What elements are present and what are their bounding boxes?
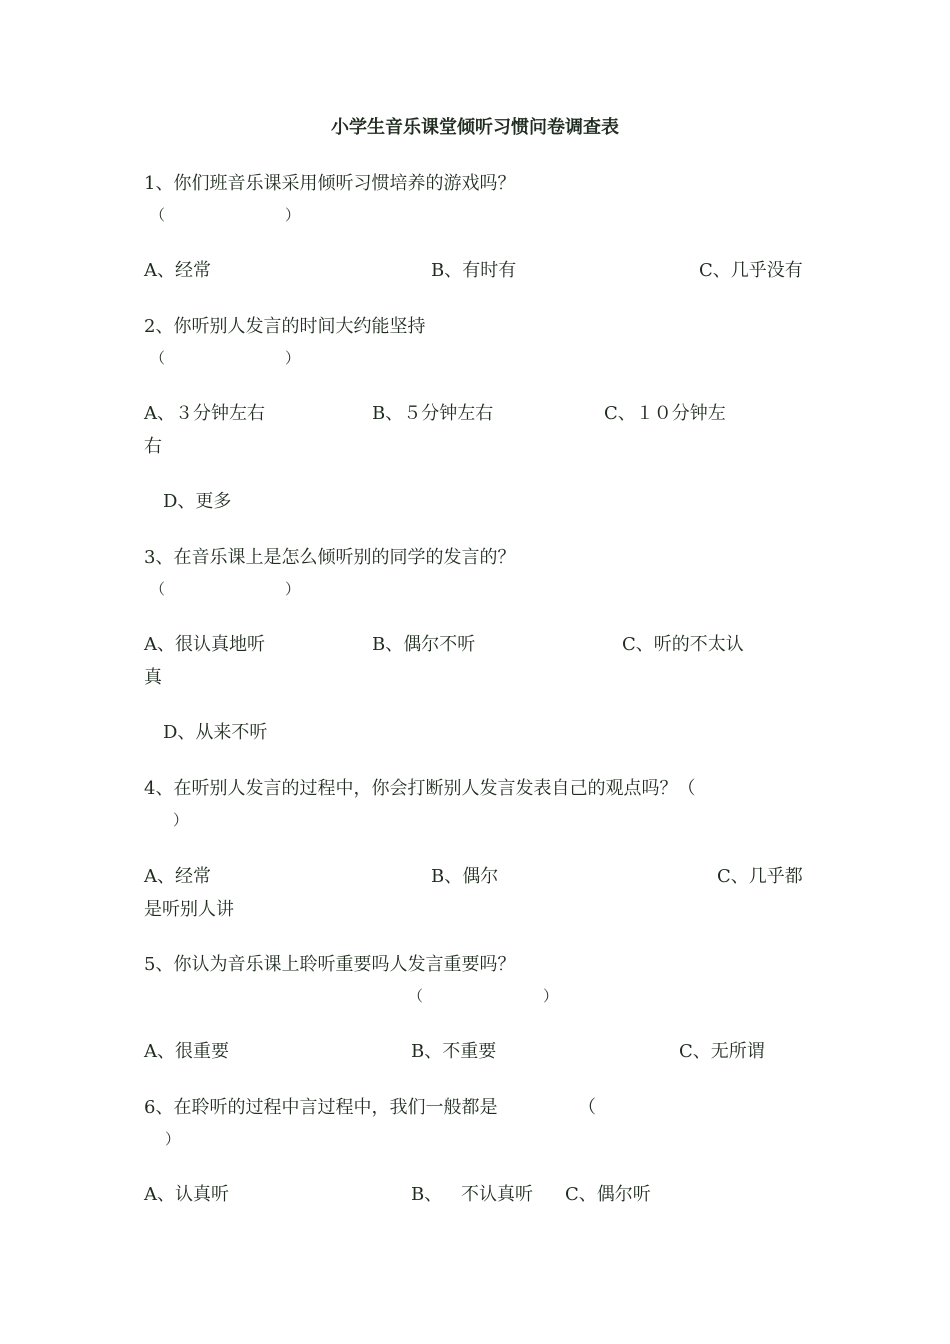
option-3c: C、听的不太认 [622, 634, 744, 655]
option-3d: D、从来不听 [163, 722, 268, 743]
option-2a: A、３分钟左右 [144, 403, 265, 424]
option-2b: B、５分钟左右 [372, 403, 494, 424]
option-6b: 不认真听 [461, 1184, 533, 1205]
option-3a: A、很认真地听 [144, 634, 265, 655]
answer-blank-4: ） [173, 811, 189, 829]
page-title: 小学生音乐课堂倾听习惯问卷调查表 [331, 117, 619, 138]
option-2d: D、更多 [163, 491, 232, 512]
question-2: 2、你听别人发言的时间大约能坚持 [144, 316, 426, 337]
option-2c: C、１０分钟左 [604, 403, 726, 424]
question-6: 6、在聆听的过程中言过程中，我们一般都是 [144, 1097, 498, 1118]
answer-blank-2: （ ） [150, 349, 301, 367]
answer-blank-6-open: （ [578, 1097, 596, 1118]
option-2c-continued: 右 [144, 436, 162, 457]
answer-blank-3: （ ） [150, 580, 301, 598]
option-4a: A、经常 [144, 866, 211, 887]
question-1: 1、你们班音乐课采用倾听习惯培养的游戏吗？ [144, 173, 516, 194]
question-3: 3、在音乐课上是怎么倾听别的同学的发言的？ [144, 547, 516, 568]
option-6b-letter: B、 [411, 1184, 443, 1205]
answer-blank-6: ） [165, 1130, 181, 1148]
answer-blank-1: （ ） [150, 206, 301, 224]
option-1b: B、有时有 [431, 260, 517, 281]
answer-blank-5: （ ） [408, 987, 559, 1005]
option-6a: A、认真听 [144, 1184, 229, 1205]
option-5b: B、不重要 [411, 1041, 497, 1062]
option-4b: B、偶尔 [431, 866, 499, 887]
option-1a: A、经常 [144, 260, 211, 281]
option-5a: A、很重要 [144, 1041, 229, 1062]
option-5c: C、无所谓 [679, 1041, 765, 1062]
option-4c-continued: 是听别人讲 [144, 899, 234, 920]
option-3b: B、偶尔不听 [372, 634, 476, 655]
option-6c: C、偶尔听 [565, 1184, 651, 1205]
question-5: 5、你认为音乐课上聆听重要吗人发言重要吗？ [144, 954, 516, 975]
question-4: 4、在听别人发言的过程中，你会打断别人发言发表自己的观点吗？（ [144, 778, 696, 799]
option-4c: C、几乎都 [717, 866, 803, 887]
option-3c-continued: 真 [144, 667, 162, 688]
option-1c: C、几乎没有 [699, 260, 803, 281]
